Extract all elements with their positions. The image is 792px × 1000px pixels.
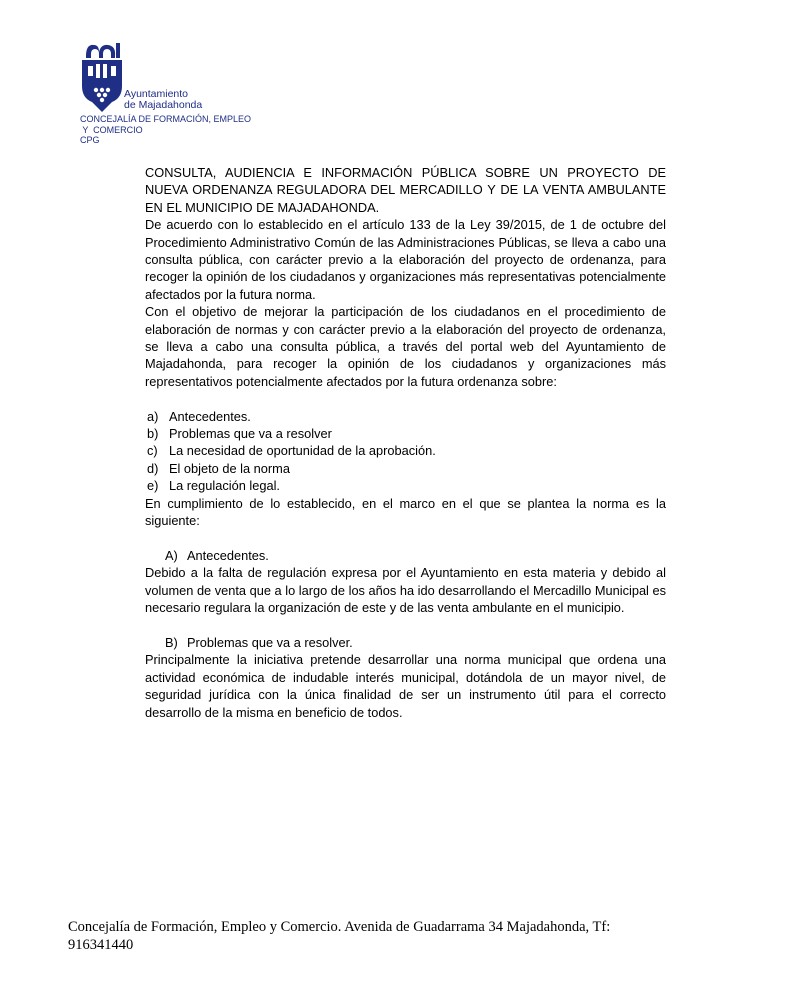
list-item-text: Problemas que va a resolver	[169, 426, 332, 442]
section-b-text: Principalmente la iniciativa pretende desarrollar una norma municipal que ordena una actividad económica de indudable interés municipal, dotándola de un mayor nivel, de seguridad jurídica con la única finalidad de ser un instrumento útil para el correcto desarrollo de la misma en beneficio de todos.	[145, 652, 666, 720]
paragraph-framework: En cumplimiento de lo establecido, en el marco en el que se plantea la norma es la siguiente:	[145, 495, 666, 529]
logo-name-line2: de Majadahonda	[124, 99, 203, 111]
footer-line2: 916341440	[68, 937, 134, 953]
municipal-logo	[80, 40, 280, 150]
footer-line1: Concejalía de Formación, Empleo y Comercio. Avenida de Guadarrama 34 Majadahonda, Tf:	[68, 919, 611, 935]
section-a-mark: A)	[165, 547, 178, 563]
title-line1: CONSULTA, AUDIENCIA E INFORMACIÓN PÚBLICA SOBRE UN PROYECTO DE	[145, 165, 666, 180]
dept-line3: CPG	[80, 135, 100, 145]
list-item-mark: c)	[147, 443, 158, 459]
list-item	[145, 408, 666, 425]
list-item	[145, 460, 666, 477]
document-title	[145, 164, 666, 216]
logo-municipality-name	[124, 89, 202, 111]
logo-name-line1: Ayuntamiento	[124, 88, 189, 100]
section-b-mark: B)	[165, 634, 178, 650]
list-item-mark: b)	[147, 426, 159, 442]
list-item	[145, 425, 666, 442]
section-a-heading	[165, 547, 666, 564]
list-item	[145, 477, 666, 494]
list-item	[145, 442, 666, 459]
section-a-title: Antecedentes.	[187, 547, 269, 563]
dept-line2: Y COMERCIO	[80, 124, 143, 135]
section-a-text: Debido a la falta de regulación expresa por el Ayuntamiento en esta materia y debido al volumen de venta que a lo largo de los años ha ido desarrollando el Mercadillo Municipal es necesario regulara la organización de este y de las venta ambulante en el municipio.	[145, 565, 666, 616]
list-item-text: Antecedentes.	[169, 408, 251, 424]
paragraph-objective: Con el objetivo de mejorar la participación de los ciudadanos en el procedimiento de elaboración de normas y con carácter previo a la elaboración del proyecto de ordenanza, se lleva a cabo una consulta pública, a través del portal web del Ayuntamiento de Majadahonda, para recoger la opinión de los ciudadanos y organizaciones más representativos potencialmente afectados por la futura ordenanza sobre:	[145, 304, 666, 389]
list-item-text: La regulación legal.	[169, 478, 280, 494]
list-item-text: La necesidad de oportunidad de la aprobación.	[169, 443, 436, 459]
section-b-title: Problemas que va a resolver.	[187, 634, 353, 650]
majadahonda-crest-icon	[80, 40, 124, 114]
dept-line1: CONCEJALÍA DE FORMACIÓN, EMPLEO	[80, 114, 252, 124]
list-item-text: El objeto de la norma	[169, 460, 290, 476]
section-b-heading	[165, 634, 666, 651]
document-body	[145, 164, 666, 721]
title-line2: NUEVA ORDENANZA REGULADORA DEL MERCADILLO Y DE LA VENTA AMBULANTE	[145, 182, 666, 198]
title-line3: EN EL MUNICIPIO DE MAJADAHONDA.	[145, 199, 380, 215]
department-name	[80, 114, 251, 146]
paragraph-legal-basis: De acuerdo con lo establecido en el artículo 133 de la Ley 39/2015, de 1 de octubre del Procedimiento Administrativo Común de las Administraciones Públicas, se lleva a cabo una consulta pública, con carácter previo a la elaboración del proyecto de ordenanza, para recoger la opinión de los ciudadanos y organizaciones más representativas potencialmente afectados por la futura norma.	[145, 217, 666, 302]
list-item-mark: a)	[147, 408, 159, 424]
consultation-topics-list	[145, 408, 666, 495]
page-footer	[68, 918, 668, 954]
list-item-mark: e)	[147, 478, 159, 494]
list-item-mark: d)	[147, 460, 159, 476]
